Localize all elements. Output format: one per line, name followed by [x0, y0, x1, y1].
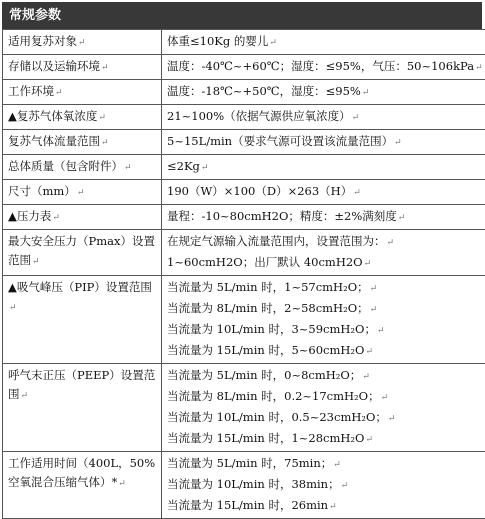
spec-value-cell: [162, 230, 485, 276]
paragraph-mark-icon: ↵: [388, 414, 396, 424]
spec-label: ▲复苏气体氧浓度: [8, 109, 97, 123]
spec-value-text: 量程：-10~80cmH2O；精度：±2%满刻度: [167, 209, 397, 223]
spec-value-cell: [162, 452, 485, 519]
spec-label-cell: [3, 364, 162, 452]
spec-value-text: 在规定气源输入流量范围内，设置范围为：: [167, 234, 386, 248]
spec-value-line: [167, 57, 485, 78]
spec-row: [3, 205, 485, 230]
spec-label: ▲吸气峰压（PIP）设置范围: [8, 280, 152, 294]
spec-document: [2, 2, 482, 519]
spec-row: [3, 130, 485, 155]
spec-value-cell: [162, 105, 485, 130]
spec-label: 工作适用时间（400L，50%空氧混合压缩气体）*: [8, 456, 155, 489]
spec-value-cell: [162, 155, 485, 180]
spec-label-cell: [3, 30, 162, 55]
spec-value-text: 当流量为 8L/min 时，2~58cmH₂O；: [167, 301, 369, 315]
spec-label: 适用复苏对象: [8, 34, 77, 48]
spec-label: 工作环境: [8, 84, 54, 98]
spec-value-cell: [162, 30, 485, 55]
spec-value-cell: [162, 180, 485, 205]
section-header: 常规参数: [2, 2, 482, 29]
spec-row: [3, 364, 485, 452]
spec-value-line: [167, 82, 485, 103]
spec-value-line: [167, 278, 485, 299]
paragraph-mark-icon: ↵: [201, 163, 209, 173]
paragraph-mark-icon: ↵: [377, 326, 385, 336]
spec-label-cell: [3, 452, 162, 519]
spec-table-body: [3, 30, 485, 519]
spec-label-cell: [3, 230, 162, 276]
spec-row: [3, 155, 485, 180]
spec-value-line: [167, 253, 485, 274]
paragraph-mark-icon: ↵: [55, 88, 63, 98]
spec-value-text: 当流量为 8L/min 时，0.2~17cmH₂O；: [167, 389, 380, 403]
spec-label-cell: [3, 55, 162, 80]
paragraph-mark-icon: ↵: [21, 391, 29, 401]
spec-row: [3, 105, 485, 130]
spec-label-cell: [3, 276, 162, 364]
paragraph-mark-icon: ↵: [475, 63, 483, 73]
paragraph-mark-icon: ↵: [341, 481, 349, 491]
spec-value-text: 当流量为 5L/min 时，75min；: [167, 456, 332, 470]
paragraph-mark-icon: ↵: [52, 213, 60, 223]
spec-label-cell: [3, 130, 162, 155]
spec-label: 存储以及运输环境: [8, 59, 100, 73]
spec-label-cell: [3, 155, 162, 180]
paragraph-mark-icon: ↵: [9, 303, 17, 313]
spec-label-cell: [3, 180, 162, 205]
spec-label: ▲压力表: [8, 209, 51, 223]
spec-value-cell: [162, 276, 485, 364]
spec-row: [3, 230, 485, 276]
spec-row: [3, 276, 485, 364]
paragraph-mark-icon: ↵: [78, 38, 86, 48]
spec-label: 呼气末正压（PEEP）设置范围: [8, 368, 155, 401]
spec-value-line: [167, 299, 485, 320]
paragraph-mark-icon: ↵: [370, 284, 378, 294]
spec-label: 总体质量（包含附件）: [8, 159, 123, 173]
paragraph-mark-icon: ↵: [362, 372, 370, 382]
spec-value-line: [167, 366, 485, 387]
spec-row: [3, 55, 485, 80]
paragraph-mark-icon: ↵: [387, 238, 395, 248]
spec-value-text: 当流量为 15L/min 时，1~28cmH₂O: [167, 431, 364, 445]
spec-row: [3, 452, 485, 519]
spec-value-text: 当流量为 10L/min 时，0.5~23cmH₂O；: [167, 410, 387, 424]
spec-value-text: 当流量为 5L/min 时，1~57cmH₂O；: [167, 280, 369, 294]
spec-label-cell: [3, 105, 162, 130]
paragraph-mark-icon: ↵: [364, 259, 372, 269]
spec-value-cell: [162, 80, 485, 105]
spec-value-cell: [162, 205, 485, 230]
spec-value-line: [167, 387, 485, 408]
spec-value-text: 温度：-18℃~+50℃，湿度：≤95%: [167, 84, 361, 98]
spec-label: 尺寸（mm）: [8, 184, 76, 198]
spec-value-text: 21~100%（依据气源供应氧浓度）: [167, 109, 351, 123]
spec-value-cell: [162, 364, 485, 452]
spec-value-text: 当流量为 5L/min 时，0~8cmH₂O；: [167, 368, 361, 382]
paragraph-mark-icon: ↵: [365, 347, 373, 357]
spec-value-text: 当流量为 15L/min 时，5~60cmH₂O: [167, 343, 364, 357]
paragraph-mark-icon: ↵: [269, 38, 277, 48]
spec-value-line: [167, 32, 485, 53]
paragraph-mark-icon: ↵: [98, 113, 106, 123]
paragraph-mark-icon: ↵: [394, 138, 402, 148]
spec-row: [3, 80, 485, 105]
paragraph-mark-icon: ↵: [365, 435, 373, 445]
spec-label-cell: [3, 80, 162, 105]
spec-value-text: 5~15L/min（要求气源可设置该流量范围）: [167, 134, 393, 148]
paragraph-mark-icon: ↵: [32, 257, 40, 267]
spec-value-line: [167, 341, 485, 362]
spec-value-text: 当流量为 10L/min 时，38min；: [167, 477, 340, 491]
paragraph-mark-icon: ↵: [329, 502, 337, 512]
paragraph-mark-icon: ↵: [333, 460, 341, 470]
spec-value-line: [167, 182, 485, 203]
spec-value-text: 190（W）×100（D）×263（H）: [167, 184, 352, 198]
paragraph-mark-icon: ↵: [370, 305, 378, 315]
paragraph-mark-icon: ↵: [124, 163, 132, 173]
paragraph-mark-icon: ↵: [381, 393, 389, 403]
spec-value-line: [167, 496, 485, 517]
spec-value-line: [167, 320, 485, 341]
spec-value-text: 体重≤10Kg 的婴儿: [167, 34, 268, 48]
spec-value-line: [167, 454, 485, 475]
spec-value-line: [167, 429, 485, 450]
spec-row: [3, 30, 485, 55]
spec-value-line: [167, 107, 485, 128]
spec-value-text: 当流量为 15L/min 时，26min: [167, 498, 328, 512]
spec-value-text: 温度：-40℃~+60℃；湿度：≤95%，气压：50~106kPa: [167, 59, 474, 73]
paragraph-mark-icon: ↵: [101, 63, 109, 73]
spec-value-line: [167, 475, 485, 496]
spec-value-line: [167, 408, 485, 429]
spec-value-text: 1~60cmH2O；出厂默认 40cmH2O: [167, 255, 363, 269]
spec-value-line: [167, 207, 485, 228]
spec-value-line: [167, 232, 485, 253]
spec-row: [3, 180, 485, 205]
paragraph-mark-icon: ↵: [118, 479, 126, 489]
spec-value-text: 当流量为 10L/min 时，3~59cmH₂O；: [167, 322, 376, 336]
spec-label: 复苏气体流量范围: [8, 134, 100, 148]
spec-value-cell: [162, 55, 485, 80]
paragraph-mark-icon: ↵: [362, 88, 370, 98]
spec-value-line: [167, 132, 485, 153]
spec-value-cell: [162, 130, 485, 155]
spec-value-line: [167, 157, 485, 178]
paragraph-mark-icon: ↵: [101, 138, 109, 148]
paragraph-mark-icon: ↵: [398, 213, 406, 223]
paragraph-mark-icon: ↵: [352, 113, 360, 123]
spec-label-cell: [3, 205, 162, 230]
spec-label: 最大安全压力（Pmax）设置范围: [8, 234, 155, 267]
paragraph-mark-icon: ↵: [77, 188, 85, 198]
spec-value-text: ≤2Kg: [167, 159, 200, 173]
paragraph-mark-icon: ↵: [353, 188, 361, 198]
spec-table: [2, 29, 485, 519]
